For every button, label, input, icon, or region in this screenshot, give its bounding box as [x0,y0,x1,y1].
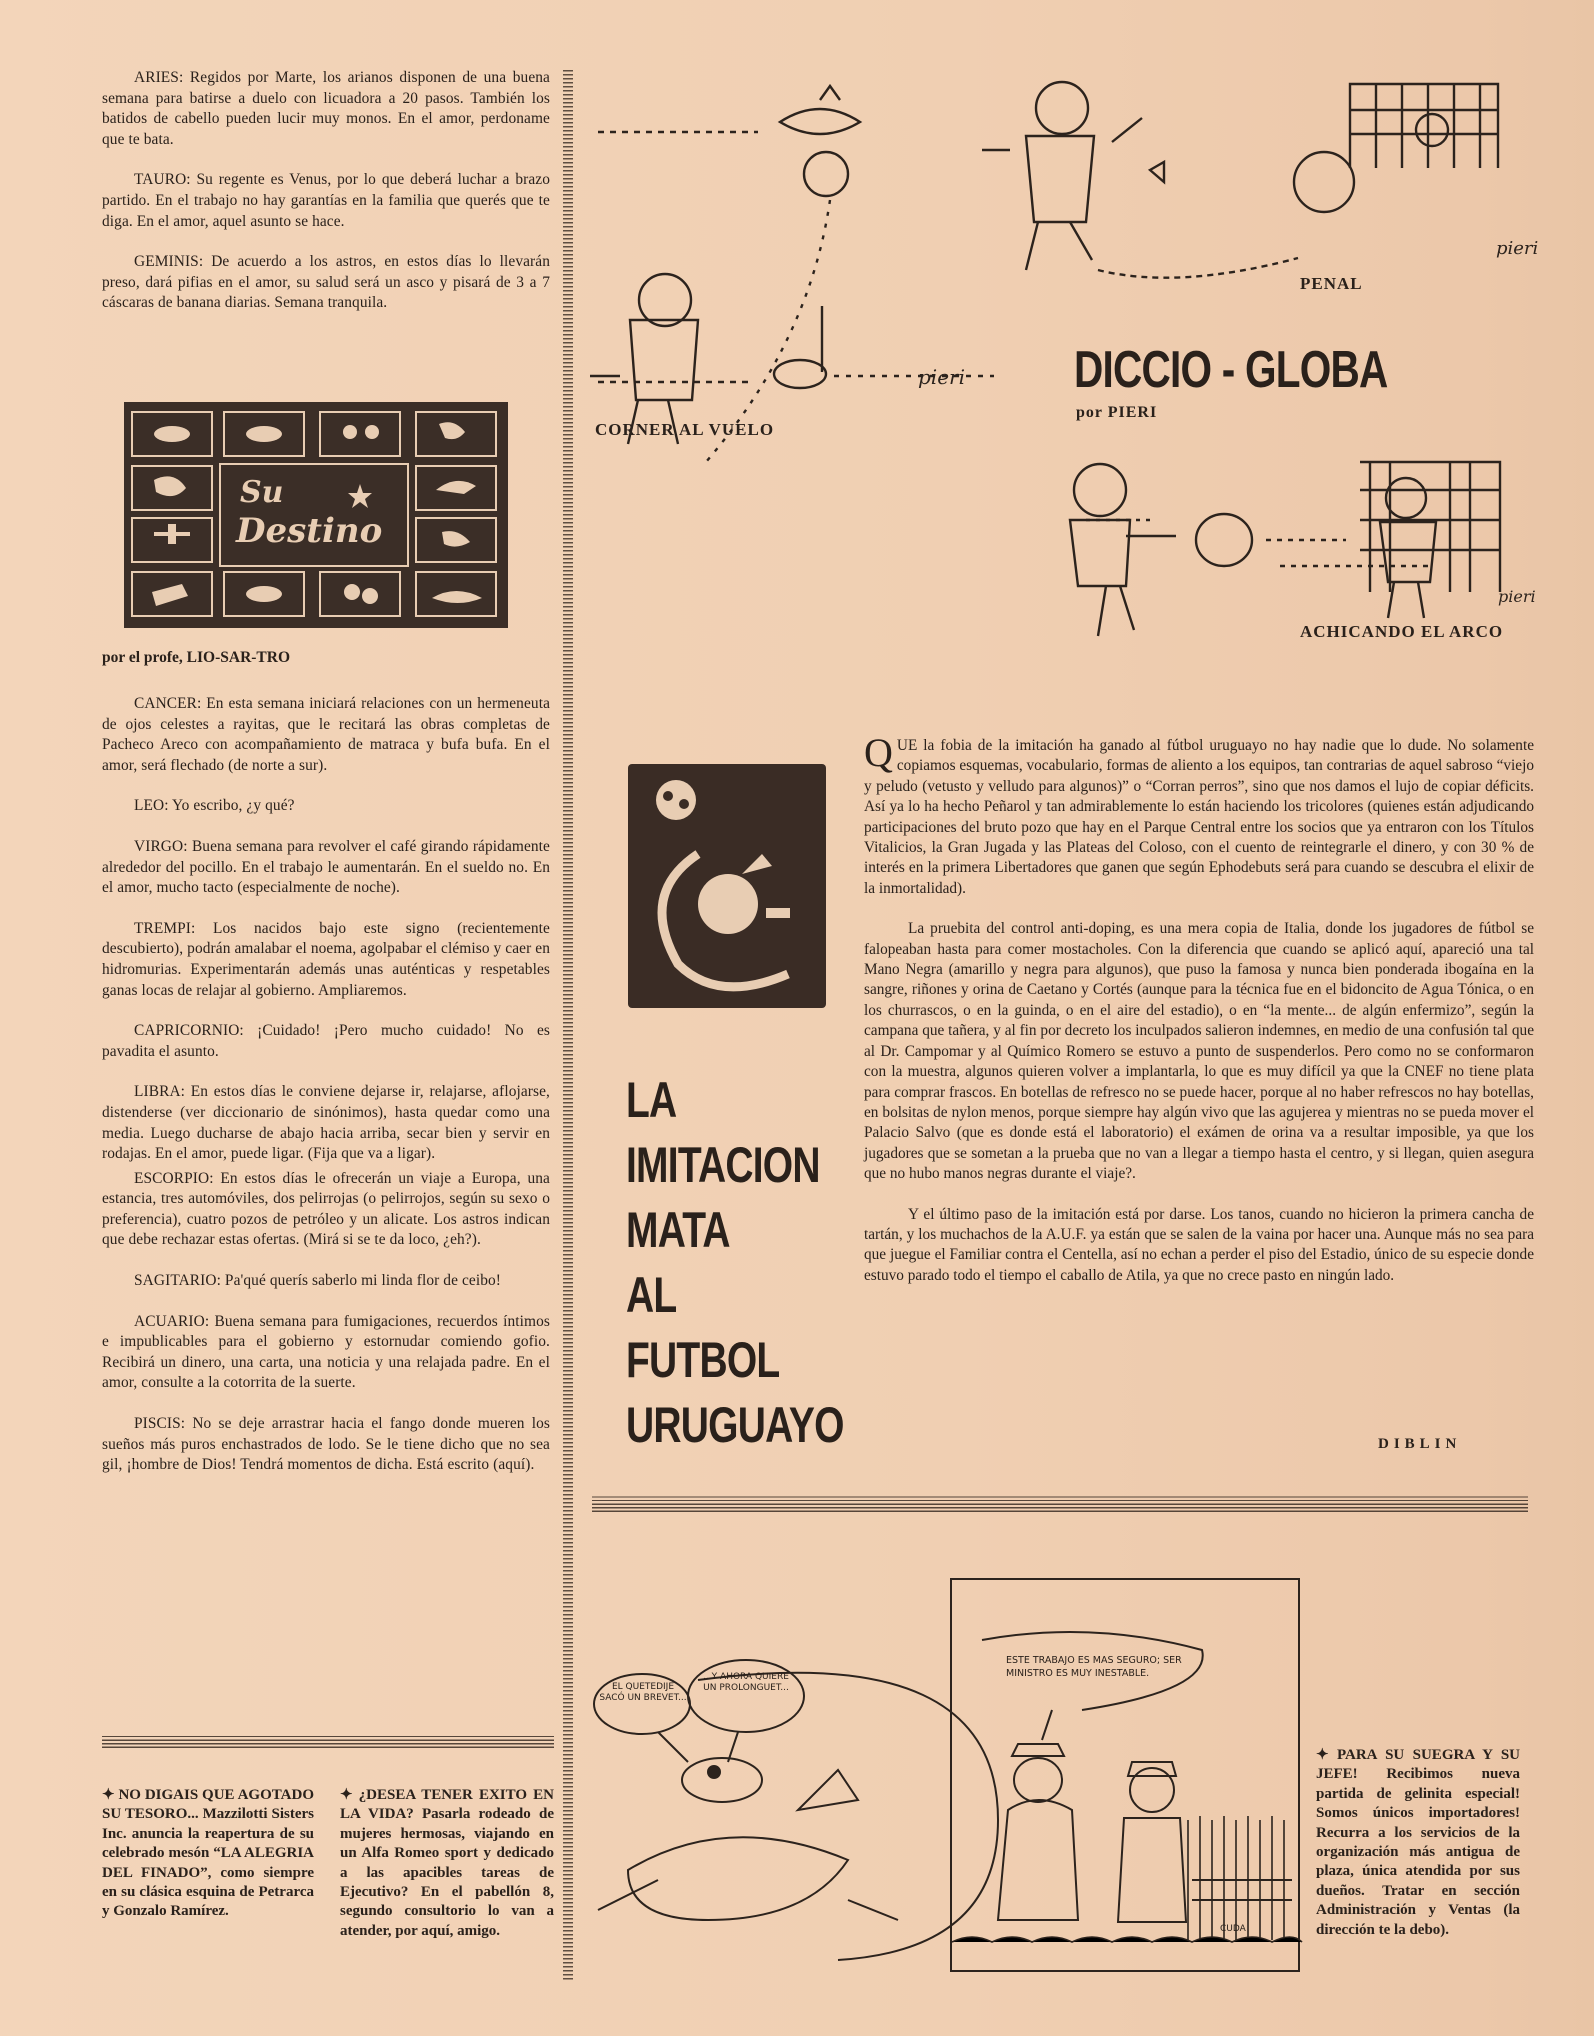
horoscope-trempi: TREMPI: Los nacidos bajo este signo (recientemente descubierto), podrán amalabar el noema, agolpabar el clémiso y caer en hidromurias. Experimentarán además unas auténticas y respetables ganas locas de relajar al gobierno. Ampliaremos. [102,919,550,999]
cartoon-signature-1: pieri [918,365,965,389]
logo-text-2: Destino [236,511,383,551]
headline-line-1: LA [626,1072,677,1128]
horoscope-aries: ARIES: Regidos por Marte, los arianos disponen de una buena semana para batirse a duelo con licuadora a 20 pasos. También los batidos de cabello pueden lucir muy monos. En el amor, perdoname que te bata. [102,69,550,148]
horoscope-cancer: CANCER: En esta semana iniciará relaciones con un hermeneuta de ojos celestes a rayitas, que le recitará las obras completas de Pacheco Areco con acompañamiento de matraca y bufa bufa. En el amor, será flechado (de norte a sur). [102,695,550,774]
headline-line-5: FUTBOL [626,1332,780,1388]
logo-text: Su [240,475,284,510]
caption-arco: ACHICANDO EL ARCO [1300,622,1504,641]
footballer-icon [628,764,826,1008]
ad-suegra [1316,1746,1520,1940]
horoscope-tauro: TAURO: Su regente es Venus, por lo que deberá luchar a brazo partido. En el trabajo no hay garantías en la familia que querés que te diga. En el amor, aquel asunto se hace. [102,171,550,230]
horoscope-geminis: GEMINIS: De acuerdo a los astros, en estos días lo llevarán preso, dará pifias en el amor, su salud será un asco y pisará de 3 a 7 cáscaras de banana diarias. Semana tranquila. [102,253,550,312]
ball-icon [804,152,848,196]
column-divider [563,70,573,1980]
bird-icon [780,109,860,134]
article-body [864,730,1534,1286]
article-paragraph-3: Y el último paso de la imitación está por darse. Los tanos, cuando no hicieron la primera cancha de tartán, y los muchachos de la A.U.F. ya están que se salen de la vaina por hacer una. Aunque más no sea para que juegue el Familiar contra el Centella, así no echan a perder el piso del Estadio, único de su especie donde estuvo parado todo el tiempo el caballo de Atila, ya que no crece pasto en ningún lado. [864,1205,1534,1284]
horoscope-acuario: ACUARIO: Buena semana para fumigaciones, recuerdos íntimos e impublicables para el gobierno y estornudar comiendo gofio. Recibirá un dinero, una carta, una noticia y una relajada padre. En el amor, consulte a la cotorrita de la suerte. [102,1312,550,1392]
horoscope-leo: LEO: Yo escribo, ¿y qué? [134,797,295,815]
article-paragraph-1 [864,730,1534,899]
comic1-bubble-1: EL QUETEDIJE SACÓ UN BREVET... [599,1682,687,1703]
comic2-bubble: ESTE TRABAJO ES MAS SEGURO; SER MINISTRO ES MUY INESTABLE. [1006,1655,1182,1679]
caption-penal: PENAL [1300,274,1363,293]
comic1-bubble-2: ...Y AHORA QUIERE UN PROLONGUET... [703,1672,789,1693]
section-divider-left [102,1736,554,1748]
horoscope-escorpio: ESCORPIO: En estos días le ofrecerán un viaje a Europa, una estancia, tres automóviles, dos pelirrojas (o pelirrojos, según su sexo o preferencia), cuatro pozos de petróleo y un alicate. Los astros indican que debe rechazar estas ofertas. (Mirá si se te da loco, ¿eh?). [102,1169,550,1249]
headline-line-6: URUGUAYO [626,1397,844,1453]
caption-corner: CORNER AL VUELO [595,420,775,439]
su-destino-logo [124,402,508,628]
cartoon-signature-2: pieri [1496,238,1539,259]
ad-suegra-text: ✦ PARA SU SUEGRA Y SU JEFE! Recibimos nueva partida de gelinita especial! Somos únicos importadores! Recurra a los servicios de la organización más antigua de plaza, única atendida por sus dueños. Tratar en sección Administración y Ventas (la dirección te la debo). [1316,1747,1520,1938]
headline-line-2: IMITACION [626,1137,820,1193]
horoscope-sagitario: SAGITARIO: Pa'qué querís saberlo mi linda flor de ceibo! [134,1272,502,1290]
horoscope-piscis: PISCIS: No se deje arrastrar hacia el fango donde mueren los sueños más puros enchastrados de lodo. Se le tiene dicho que no sea gil, ¡hombre de Dios! Tendrá momentos de dicha. Está escrito (aquí). [102,1415,550,1474]
comic2-signature: CUDA [1220,1924,1246,1934]
ad-agotado-text: ✦ NO DIGAIS QUE AGOTADO SU TESORO... Mazzilotti Sisters Inc. anuncia la reapertura de su celebrado mesón “LA ALEGRIA DEL FINADO”, como siempre en su clásica esquina de Petrarca y Gonzalo Ramírez. [102,1787,314,1920]
headline-line-4: AL [626,1267,677,1323]
ad-agotado [102,1786,314,1922]
ad-exito-text: ✦ ¿DESEA TENER EXITO EN LA VIDA? Pasarla rodeado de mujeres hermosas, viajando en un Alfa Romeo sport y dedicado a las apacibles tareas de Ejecutivo? En el pabellón 8, segundo consultorio lo van a atender, por aquí, amigo. [340,1787,554,1939]
horoscope-top [102,68,550,314]
article-paragraph-1-text: UE la fobia de la imitación ha ganado al fútbol uruguayo no hay nadie que lo dude. No solamente copiamos esquemas, vocabulario, formas de aliento a los equipos, tan contrarias de aquel sabroso “viejo y peludo (vetusto y velludo para algunos)” o “Corran perros”, sino que nos damos el lujo de copiar déficits. Así ya lo ha hecho Peñarol y tan admirablemente lo están haciendo los tricolores (quienes están adjudicando participaciones del bruto pozo que hay en el Parque Central entre los socios que ya entraron con los Títulos Vitalicios, la Gran Jugada y las Plateas del Coloso, con el cuento de reintegrarle el dinero, y con 30 % de interés en la primera Libertadores que ganen que según Ephodebuts será para cuando se descubra el elixir de la inmortalidad). [864,737,1534,897]
headline-line-3: MATA [626,1202,730,1258]
article-paragraph-2: La pruebita del control anti-doping, es una mera copia de Italia, donde los jugadores de fútbol se falopeaban hasta para comer mostacholes. Con la diferencia que cuando se aplicó aquí, apareció una tal Mano Negra (amarillo y negra para algunos), que puso la famosa y nunca bien ponderada ibogaína en la sangre, riñones y orina de Caetano y Cortés (aunque para la técnica fue en el bidoncito de Agua Tónica, o en los churrascos, o en la guinda, o en el aire del estadio), o en “la mente... de algún enfermizo”, según la campana que tañera, y al fin por decreto los inculpados salieron indemnes, en medio de una confusión tal que al Dr. Campomar y al Químico Romero se estuvo a punto de suspenderlos. Pero como no se conformaron con la muestra, algunos quieren volver a implantarla, lo que es muy difícil ya que la CNEF no tiene plata para comprar frascos. En botellas de refresco no se puede hacer, porque al no haber refrescos no hay botellas, en bolsitas de nylon menos, porque siempre hay algún vivo que las agujerea y mientras no se pueda mover el Palacio Salvo (que es donde está el laboratorio) el exámen de orina va a resultar imposible, ya que los jugadores que se sometan a la prueba que no van a llegar a tiempo hasta el centro, y si llegan, quien asegura que no hubo manos negras durante el viaje?. [864,920,1534,1183]
article-headline [626,1068,844,1458]
zodiac-grid-icon [124,402,508,628]
airplane-comic [598,1660,918,1960]
section-divider-right [592,1494,1528,1512]
ad-exito [340,1786,554,1941]
ministro-comic [950,1578,1300,1972]
drop-cap: Q [864,730,893,775]
diccio-globa-title: DICCIO - GLOBA [1074,341,1388,399]
cartoon-signature-3: pieri [1498,587,1536,606]
two-men-icon [952,1580,1298,1970]
horoscope-capricornio: CAPRICORNIO: ¡Cuidado! ¡Pero mucho cuidado! No es pavadita el asunto. [102,1022,550,1060]
diccio-globa-byline: por PIERI [1076,404,1158,421]
horoscope-virgo: VIRGO: Buena semana para revolver el café girando rápidamente alrededor del pocillo. En el trabajo le aumentarán. En el sueldo no. En el amor, mucho tacto (especialmente de noche). [102,837,550,897]
horoscope-libra: LIBRA: En estos días le conviene dejarse ir, relajarse, aflojarse, distenderse (ver diccionario de sinónimos), hasta quedar como una media. Luego ducharse de abajo hacia arriba, secar bien y servir en rodajas. En el amor, puede ligar. (Fija que va a ligar). [102,1083,550,1163]
article-author: DIBLIN [1378,1436,1462,1452]
football-player-image [628,764,826,1008]
horoscope-byline: por el profe, LIO-SAR-TRO [102,649,291,666]
horoscope-bottom [102,694,550,1476]
